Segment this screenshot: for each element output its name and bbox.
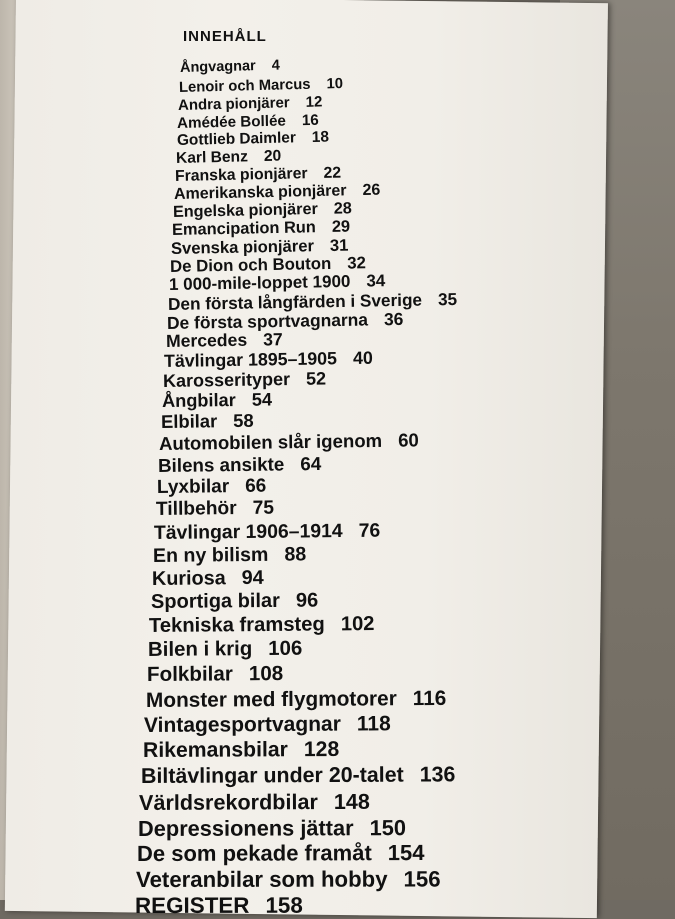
toc-entry [136, 866, 441, 893]
toc-entry-page: 156 [403, 866, 441, 892]
toc-entry [180, 58, 280, 76]
toc-entry-title: Tävlingar 1906–1914 [153, 520, 343, 544]
toc-entry-page: 158 [265, 892, 303, 918]
toc-entry-title: Karosserityper [162, 369, 291, 391]
toc-entry-page: 34 [366, 271, 386, 291]
toc-entry-page: 37 [263, 329, 283, 350]
toc-entry-title: Depressionens jättar [137, 815, 354, 841]
toc-entry-title: Ångbilar [161, 389, 236, 411]
toc-entry [162, 389, 272, 412]
toc-entry-page: 75 [252, 497, 275, 519]
toc-entry-page: 31 [329, 235, 349, 255]
toc-entry-page: 28 [333, 199, 352, 218]
toc-entry-page: 10 [326, 75, 344, 93]
toc-entry-title: Karl Benz [175, 148, 249, 167]
toc-entry [163, 368, 326, 392]
toc-entry [151, 590, 318, 614]
toc-entry [141, 762, 456, 789]
toc-entry-page: 150 [369, 815, 407, 841]
toc-entry-title: Lenoir och Marcus [178, 76, 311, 96]
toc-entry-title: Tekniska framsteg [148, 613, 325, 637]
toc-entry-title: Tillbehör [155, 498, 237, 520]
toc-entry-title: Emancipation Run [171, 218, 317, 239]
toc-entry [138, 815, 406, 842]
toc-entry-title: Biltävlingar under 20-talet [140, 762, 404, 788]
toc-entry [137, 840, 425, 867]
toc-entry-page: 12 [305, 93, 323, 111]
toc-entry-title: Världsrekordbilar [138, 789, 318, 815]
toc-entry-title: Vintagesportvagnar [143, 712, 341, 737]
toc-entry-page: 60 [397, 429, 419, 451]
toc-entry-page: 118 [356, 712, 391, 736]
toc-entry-page: 32 [347, 253, 367, 273]
toc-entry-title: Amédée Bollée [176, 112, 287, 132]
toc-entry-title: Gottlieb Daimler [176, 129, 297, 149]
toc-entry [149, 613, 375, 638]
toc-entry-page: 128 [303, 737, 340, 762]
toc-entry-title: Sportiga bilar [150, 589, 280, 613]
toc-entry-title: Mercedes [165, 329, 248, 351]
toc-entry [154, 520, 380, 545]
toc-entry [139, 789, 370, 816]
toc-entry-title: De som pekade framåt [136, 840, 372, 866]
toc-entry [157, 476, 267, 499]
toc-entry [152, 567, 264, 591]
toc-entry-page: 116 [412, 686, 447, 711]
toc-entry-page: 22 [323, 164, 342, 182]
toc-entry-title: Bilens ansikte [157, 453, 285, 476]
toc-entry-title: Kuriosa [151, 567, 226, 590]
toc-entry-page: 4 [271, 57, 280, 74]
toc-entry-title: Bilen i krig [147, 638, 253, 661]
toc-entry-title: Ångvagnar [179, 58, 256, 76]
toc-entry-page: 88 [284, 543, 307, 566]
toc-entry-title: Lyxbilar [156, 476, 230, 498]
toc-entry [178, 93, 323, 114]
toc-entry [147, 662, 283, 687]
toc-entry [135, 893, 303, 919]
toc-entry-page: 29 [331, 217, 351, 236]
toc-entry-page: 58 [233, 409, 254, 431]
toc-entry-page: 106 [268, 637, 303, 660]
toc-entry [158, 453, 321, 477]
toc-entry-title: Den första långfärden i Sverige [167, 289, 423, 314]
toc-entry-page: 54 [251, 389, 273, 410]
toc-entry-title: Amerikanska pionjärer [173, 182, 347, 203]
toc-entry [153, 543, 306, 568]
toc-entry-title: Veteranbilar som hobby [135, 866, 388, 892]
toc-entry-page: 26 [362, 181, 381, 200]
toc-entry-title: Andra pionjärer [177, 94, 290, 114]
toc-entry-title: Franska pionjärer [174, 165, 308, 185]
toc-entry [161, 410, 254, 433]
toc-entry-page: 136 [419, 762, 456, 787]
toc-entry-title: Engelska pionjärer [172, 199, 318, 221]
toc-entry-title: Svenska pionjärer [170, 236, 315, 258]
toc-entry-page: 96 [295, 589, 319, 612]
toc-entry-page: 36 [383, 308, 404, 330]
toc-entry-title: Folkbilar [146, 662, 233, 686]
toc-entry-title: REGISTER [134, 892, 250, 918]
toc-heading: INNEHÅLL [183, 28, 267, 45]
toc-entry-title: En ny bilism [152, 543, 269, 567]
toc-entry [144, 712, 391, 738]
toc-entry-page: 18 [311, 128, 330, 146]
toc-entry-title: Automobilen slår igenom [158, 429, 383, 454]
toc-entry-page: 35 [437, 288, 458, 310]
toc-entry-page: 102 [340, 613, 375, 636]
toc-entry-title: Monster med flygmotorer [145, 687, 397, 712]
toc-entry-title: De Dion och Bouton [169, 253, 332, 276]
toc-entry-page: 16 [301, 111, 319, 130]
toc-entry-title: De första sportvagnarna [166, 309, 369, 333]
toc-entry-title: Elbilar [160, 410, 218, 432]
toc-entry [177, 129, 329, 150]
toc-entry [148, 638, 302, 662]
toc-entry-page: 66 [245, 475, 267, 497]
toc-entry-page: 52 [305, 368, 327, 389]
toc-entry-title: Tävlingar 1895–1905 [163, 348, 338, 371]
toc-entry [156, 498, 274, 521]
toc-entry-page: 154 [387, 839, 425, 866]
toc-entry [146, 687, 446, 713]
toc-entry-page: 64 [300, 453, 322, 475]
toc-entry-page: 108 [248, 662, 284, 686]
toc-entry [159, 429, 419, 455]
toc-entry [176, 148, 282, 168]
toc-entry-page: 76 [358, 519, 381, 542]
toc-entry-page: 40 [352, 347, 373, 369]
toc-entry-page: 20 [263, 147, 282, 166]
toc-entry-title: Rikemansbilar [142, 738, 288, 762]
toc-entry [143, 738, 339, 763]
toc-entry-page: 94 [241, 566, 264, 590]
toc-entry-page: 148 [333, 788, 370, 814]
toc-entry-title: 1 000-mile-loppet 1900 [168, 271, 351, 294]
